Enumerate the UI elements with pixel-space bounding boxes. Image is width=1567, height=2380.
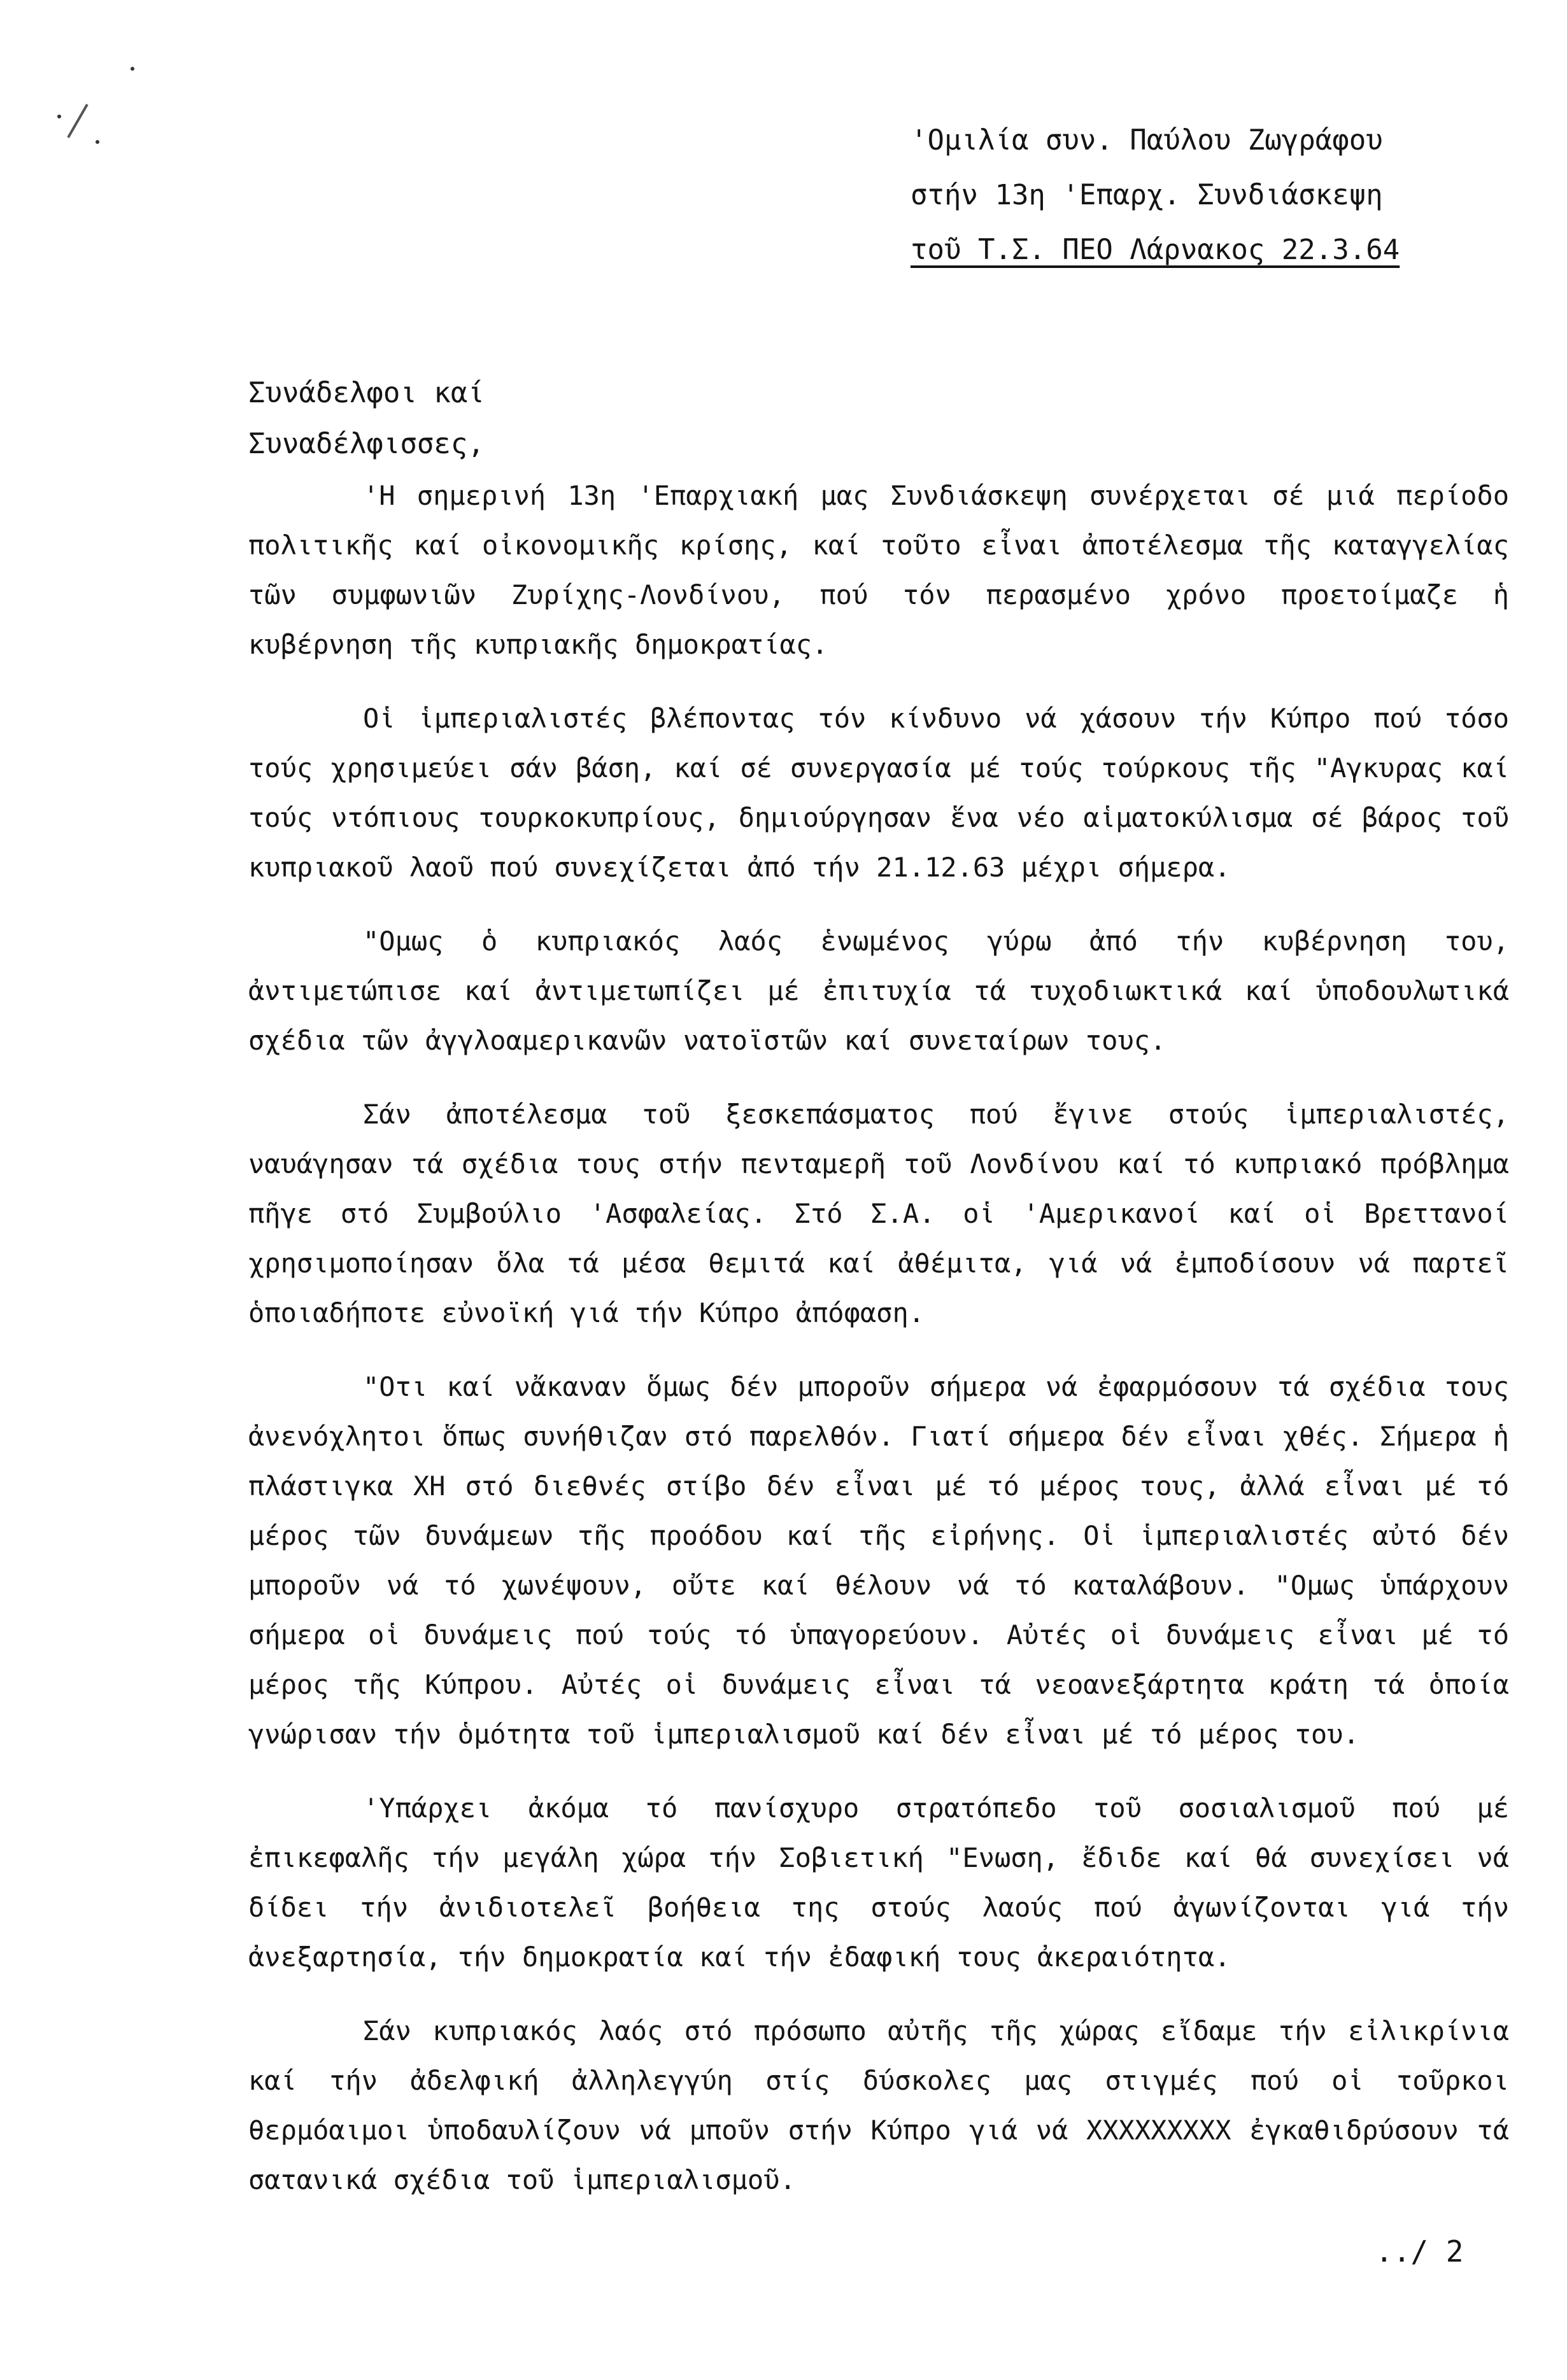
- paragraph-4: Σάν ἀποτέλεσμα τοῦ ξεσκεπάσματος πού ἔγινε στούς ἱμπεριαλιστές, ναυάγησαν τά σχέδια τους στήν πενταμερῆ τοῦ Λονδίνου καί τό κυπριακό πρόβλημα πῆγε στό Συμβούλιο 'Ασφαλείας. Στό Σ.Α. οἱ 'Αμερικανοί καί οἱ Βρεττανοί χρησιμοποίησαν ὅλα τά μέσα θεμιτά καί ἀθέμιτα, γιά νά ἐμποδίσουν νά παρτεῖ ὁποιαδήποτε εὐνοϊκή γιά τήν Κύπρο ἀπόφαση.: [248, 1099, 1509, 1328]
- salutation: [248, 368, 485, 470]
- body-text: [248, 471, 1509, 2229]
- header-line-3: τοῦ Τ.Σ. ΠΕΟ Λάρνακος 22.3.64: [911, 234, 1400, 266]
- paragraph-2: Οἱ ἱμπεριαλιστές βλέποντας τόν κίνδυνο νά χάσουν τήν Κύπρο πού τόσο τούς χρησιμεύει σάν βάση, καί σέ συνεργασία μέ τούς τούρκους τῆς "Αγκυρας καί τούς ντόπιους τουρκοκυπρίους, δημιούργησαν ἕνα νέο αἱματοκύλισμα σέ βάρος τοῦ κυπριακοῦ λαοῦ πού συνεχίζεται ἀπό τήν 21.12.63 μέχρι σήμερα.: [248, 703, 1509, 883]
- paragraph-7: Σάν κυπριακός λαός στό πρόσωπο αὐτῆς τῆς χώρας εἴδαμε τήν εἰλικρίνια καί τήν ἀδελφική ἀλληλεγγύη στίς δύσκολες μας στιγμές πού οἱ τοῦρκοι θερμόαιμοι ὑποδαυλίζουν νά μποῦν στήν Κύπρο γιά νά ΧΧΧΧΧΧΧΧΧ ἐγκαθιδρύσουν τά σατανικά σχέδια τοῦ ἱμπεριαλισμοῦ.: [248, 2015, 1509, 2195]
- salutation-line-2: Συναδέλφισσες,: [248, 428, 485, 460]
- paragraph-1: 'Η σημερινή 13η 'Επαρχιακή μας Συνδιάσκεψη συνέρχεται σέ μιά περίοδο πολιτικῆς καί οἰκονομικῆς κρίσης, καί τοῦτο εἶναι ἀποτέλεσμα τῆς καταγγελίας τῶν συμφωνιῶν Ζυρίχης-Λονδίνου, πού τόν περασμένο χρόνο προετοίμαζε ἡ κυβέρνηση τῆς κυπριακῆς δημοκρατίας.: [248, 480, 1509, 660]
- margin-mark: [67, 104, 88, 138]
- header-line-1: 'Ομιλία συν. Παύλου Ζωγράφου: [911, 124, 1383, 157]
- margin-dot: [57, 115, 61, 118]
- page-continuation-marker: ../ 2: [1375, 2234, 1464, 2269]
- header-line-2: στήν 13η 'Επαρχ. Συνδιάσκεψη: [911, 179, 1383, 211]
- margin-dot: [131, 67, 134, 71]
- paragraph-6: 'Υπάρχει ἀκόμα τό πανίσχυρο στρατόπεδο τοῦ σοσιαλισμοῦ πού μέ ἐπικεφαλῆς τήν μεγάλη χώρα τήν Σοβιετική "Ενωση, ἔδιδε καί θά συνεχίσει νά δίδει τήν ἀνιδιοτελεῖ βοήθεια της στούς λαούς πού ἀγωνίζονται γιά τήν ἀνεξαρτησία, τήν δημοκρατία καί τήν ἐδαφική τους ἀκεραιότητα.: [248, 1792, 1509, 1973]
- margin-dot: [96, 140, 99, 144]
- salutation-line-1: Συνάδελφοι καί: [248, 377, 485, 409]
- document-header: [911, 113, 1445, 278]
- paragraph-5: "Οτι καί νἄκαναν ὅμως δέν μποροῦν σήμερα νά ἐφαρμόσουν τά σχέδια τους ἀνενόχλητοι ὅπως συνήθιζαν στό παρελθόν. Γιατί σήμερα δέν εἶναι χθές. Σήμερα ἡ πλάστιγκα ΧΗ στό διεθνές στίβο δέν εἶναι μέ τό μέρος τους, ἀλλά εἶναι μέ τό μέρος τῶν δυνάμεων τῆς προόδου καί τῆς εἰρήνης. Οἱ ἱμπεριαλιστές αὐτό δέν μποροῦν νά τό χωνέψουν, οὔτε καί θέλουν νά τό καταλάβουν. "Ομως ὑπάρχουν σήμερα οἱ δυνάμεις πού τούς τό ὑπαγορεύουν. Αὐτές οἱ δυνάμεις εἶναι μέ τό μέρος τῆς Κύπρου. Αὐτές οἱ δυνάμεις εἶναι τά νεοανεξάρτητα κράτη τά ὁποία γνώρισαν τήν ὁμότητα τοῦ ἱμπεριαλισμοῦ καί δέν εἶναι μέ τό μέρος του.: [248, 1371, 1509, 1750]
- paragraph-3: "Ομως ὁ κυπριακός λαός ἑνωμένος γύρω ἀπό τήν κυβέρνηση του, ἀντιμετώπισε καί ἀντιμετωπίζει μέ ἐπιτυχία τά τυχοδιωκτικά καί ὑποδουλωτικά σχέδια τῶν ἀγγλοαμερικανῶν νατοϊστῶν καί συνεταίρων τους.: [248, 926, 1509, 1056]
